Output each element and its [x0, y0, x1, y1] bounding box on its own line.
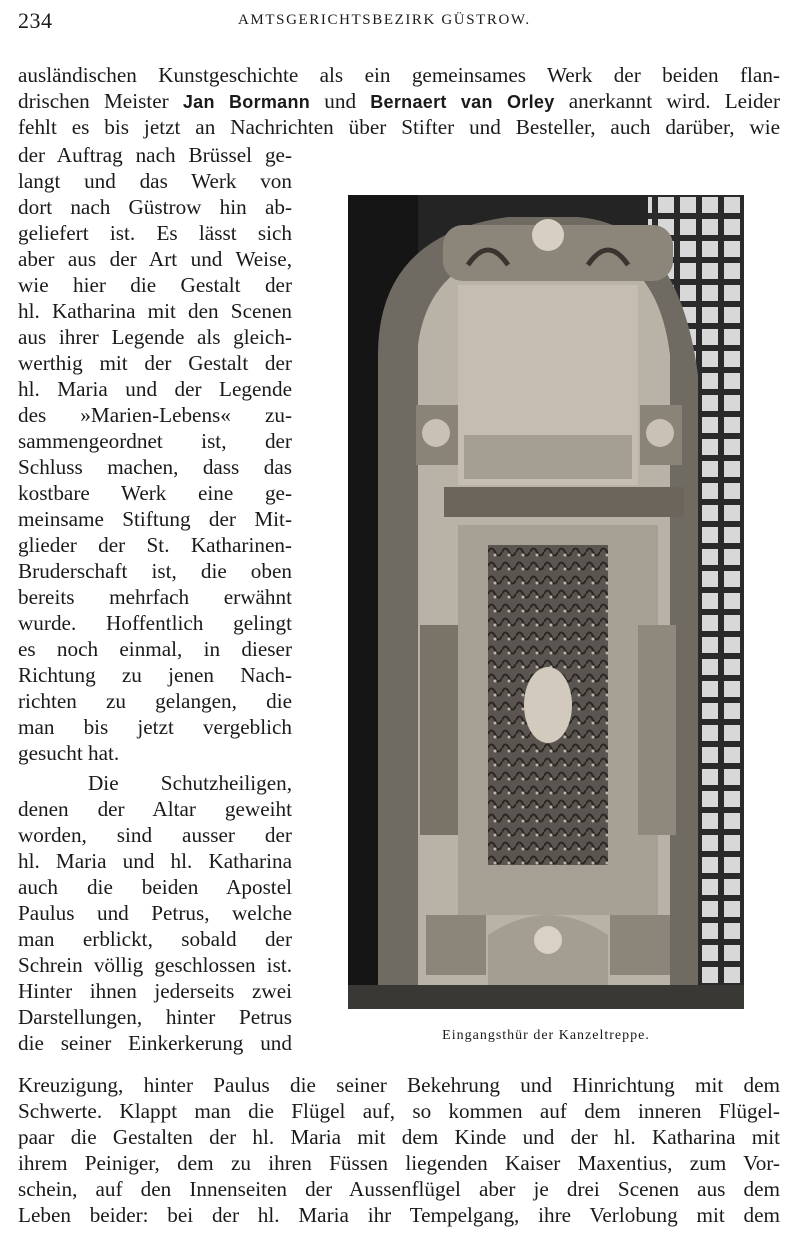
text-line-3: fehlt es bis jetzt an Nachrichten über Stifter und Besteller, auch darüber, wie: [18, 115, 780, 139]
paragraph-start-line: Die Schutzheiligen,: [88, 771, 292, 795]
text-line-bottom: paar die Gestalten der hl. Maria mit dem Kinde und der hl. Katharina mit: [18, 1125, 780, 1149]
text-line-bottom: Leben beider: bei der hl. Maria ihr Tempelgang, ihre Verlobung mit dem: [18, 1203, 780, 1227]
column-line: gesucht hat.: [18, 741, 120, 765]
text-fragment: anerkannt wird. Leider: [568, 89, 781, 113]
column-line: geliefert ist. Es lässt sich: [18, 221, 292, 245]
column-line: aus ihrer Legende als gleich-: [18, 325, 292, 349]
column-line: kostbare Werk eine ge-: [18, 481, 292, 505]
door-photograph: [348, 195, 744, 1009]
text-fragment: und: [324, 89, 357, 113]
text-line-bottom: Kreuzigung, hinter Paulus die seiner Bekehrung und Hinrichtung mit dem: [18, 1073, 780, 1097]
figure-caption: Eingangsthür der Kanzeltreppe.: [442, 1028, 650, 1043]
column-line: man erblickt, sobald der: [18, 927, 292, 951]
column-line: Paulus und Petrus, welche: [18, 901, 292, 925]
text-line-2: [18, 88, 780, 115]
text-fragment: drischen Meister: [18, 89, 169, 113]
text-line-bottom: ihrem Peiniger, dem zu ihren Füssen liegenden Kaiser Maxentius, zum Vor-: [18, 1151, 780, 1175]
column-line: Darstellungen, hinter Petrus: [18, 1005, 292, 1029]
column-line: hl. Maria und der Legende: [18, 377, 292, 401]
text-line-1: ausländischen Kunstgeschichte als ein gemeinsames Werk der beiden flan-: [18, 63, 780, 87]
column-line: sammengeordnet ist, der: [18, 429, 292, 453]
text-line-bottom: Schwerte. Klappt man die Flügel auf, so kommen auf dem inneren Flügel-: [18, 1099, 780, 1123]
column-line: auch die beiden Apostel: [18, 875, 292, 899]
column-line: des »Marien-Lebens« zu-: [18, 403, 292, 427]
column-line: denen der Altar geweiht: [18, 797, 292, 821]
column-line: bereits mehrfach erwähnt: [18, 585, 292, 609]
column-line: wurde. Hoffentlich gelingt: [18, 611, 292, 635]
page-number: 234: [18, 8, 53, 33]
column-line: es noch einmal, in dieser: [18, 637, 292, 661]
column-line: hl. Katharina mit den Scenen: [18, 299, 292, 323]
column-line: glieder der St. Katharinen-: [18, 533, 292, 557]
column-line: richten zu gelangen, die: [18, 689, 292, 713]
column-line: langt und das Werk von: [18, 169, 292, 193]
column-line: worden, sind ausser der: [18, 823, 292, 847]
column-line: Bruderschaft ist, die oben: [18, 559, 292, 583]
column-line: der Auftrag nach Brüssel ge-: [18, 143, 292, 167]
column-line: wie hier die Gestalt der: [18, 273, 292, 297]
column-line: Schrein völlig geschlossen ist.: [18, 953, 292, 977]
column-line: dort nach Güstrow hin ab-: [18, 195, 292, 219]
text-line-bottom: schein, auf den Innenseiten der Aussenflügel aber je drei Scenen aus dem: [18, 1177, 780, 1201]
artist-name: Jan Bormann: [182, 92, 311, 112]
column-line: meinsame Stiftung der Mit-: [18, 507, 292, 531]
column-line: hl. Maria und hl. Katharina: [18, 849, 292, 873]
running-title: AMTSGERICHTSBEZIRK GÜSTROW.: [238, 12, 531, 28]
column-line: man bis jetzt vergeblich: [18, 715, 292, 739]
column-line: aber aus der Art und Weise,: [18, 247, 292, 271]
column-line: werthig mit der Gestalt der: [18, 351, 292, 375]
column-line: Richtung zu jenen Nach-: [18, 663, 292, 687]
column-line: Schluss machen, dass das: [18, 455, 292, 479]
column-line: Hinter ihnen jederseits zwei: [18, 979, 292, 1003]
column-line: die seiner Einkerkerung und: [18, 1031, 292, 1055]
artist-name: Bernaert van Orley: [370, 92, 555, 112]
page-header: [18, 6, 788, 36]
